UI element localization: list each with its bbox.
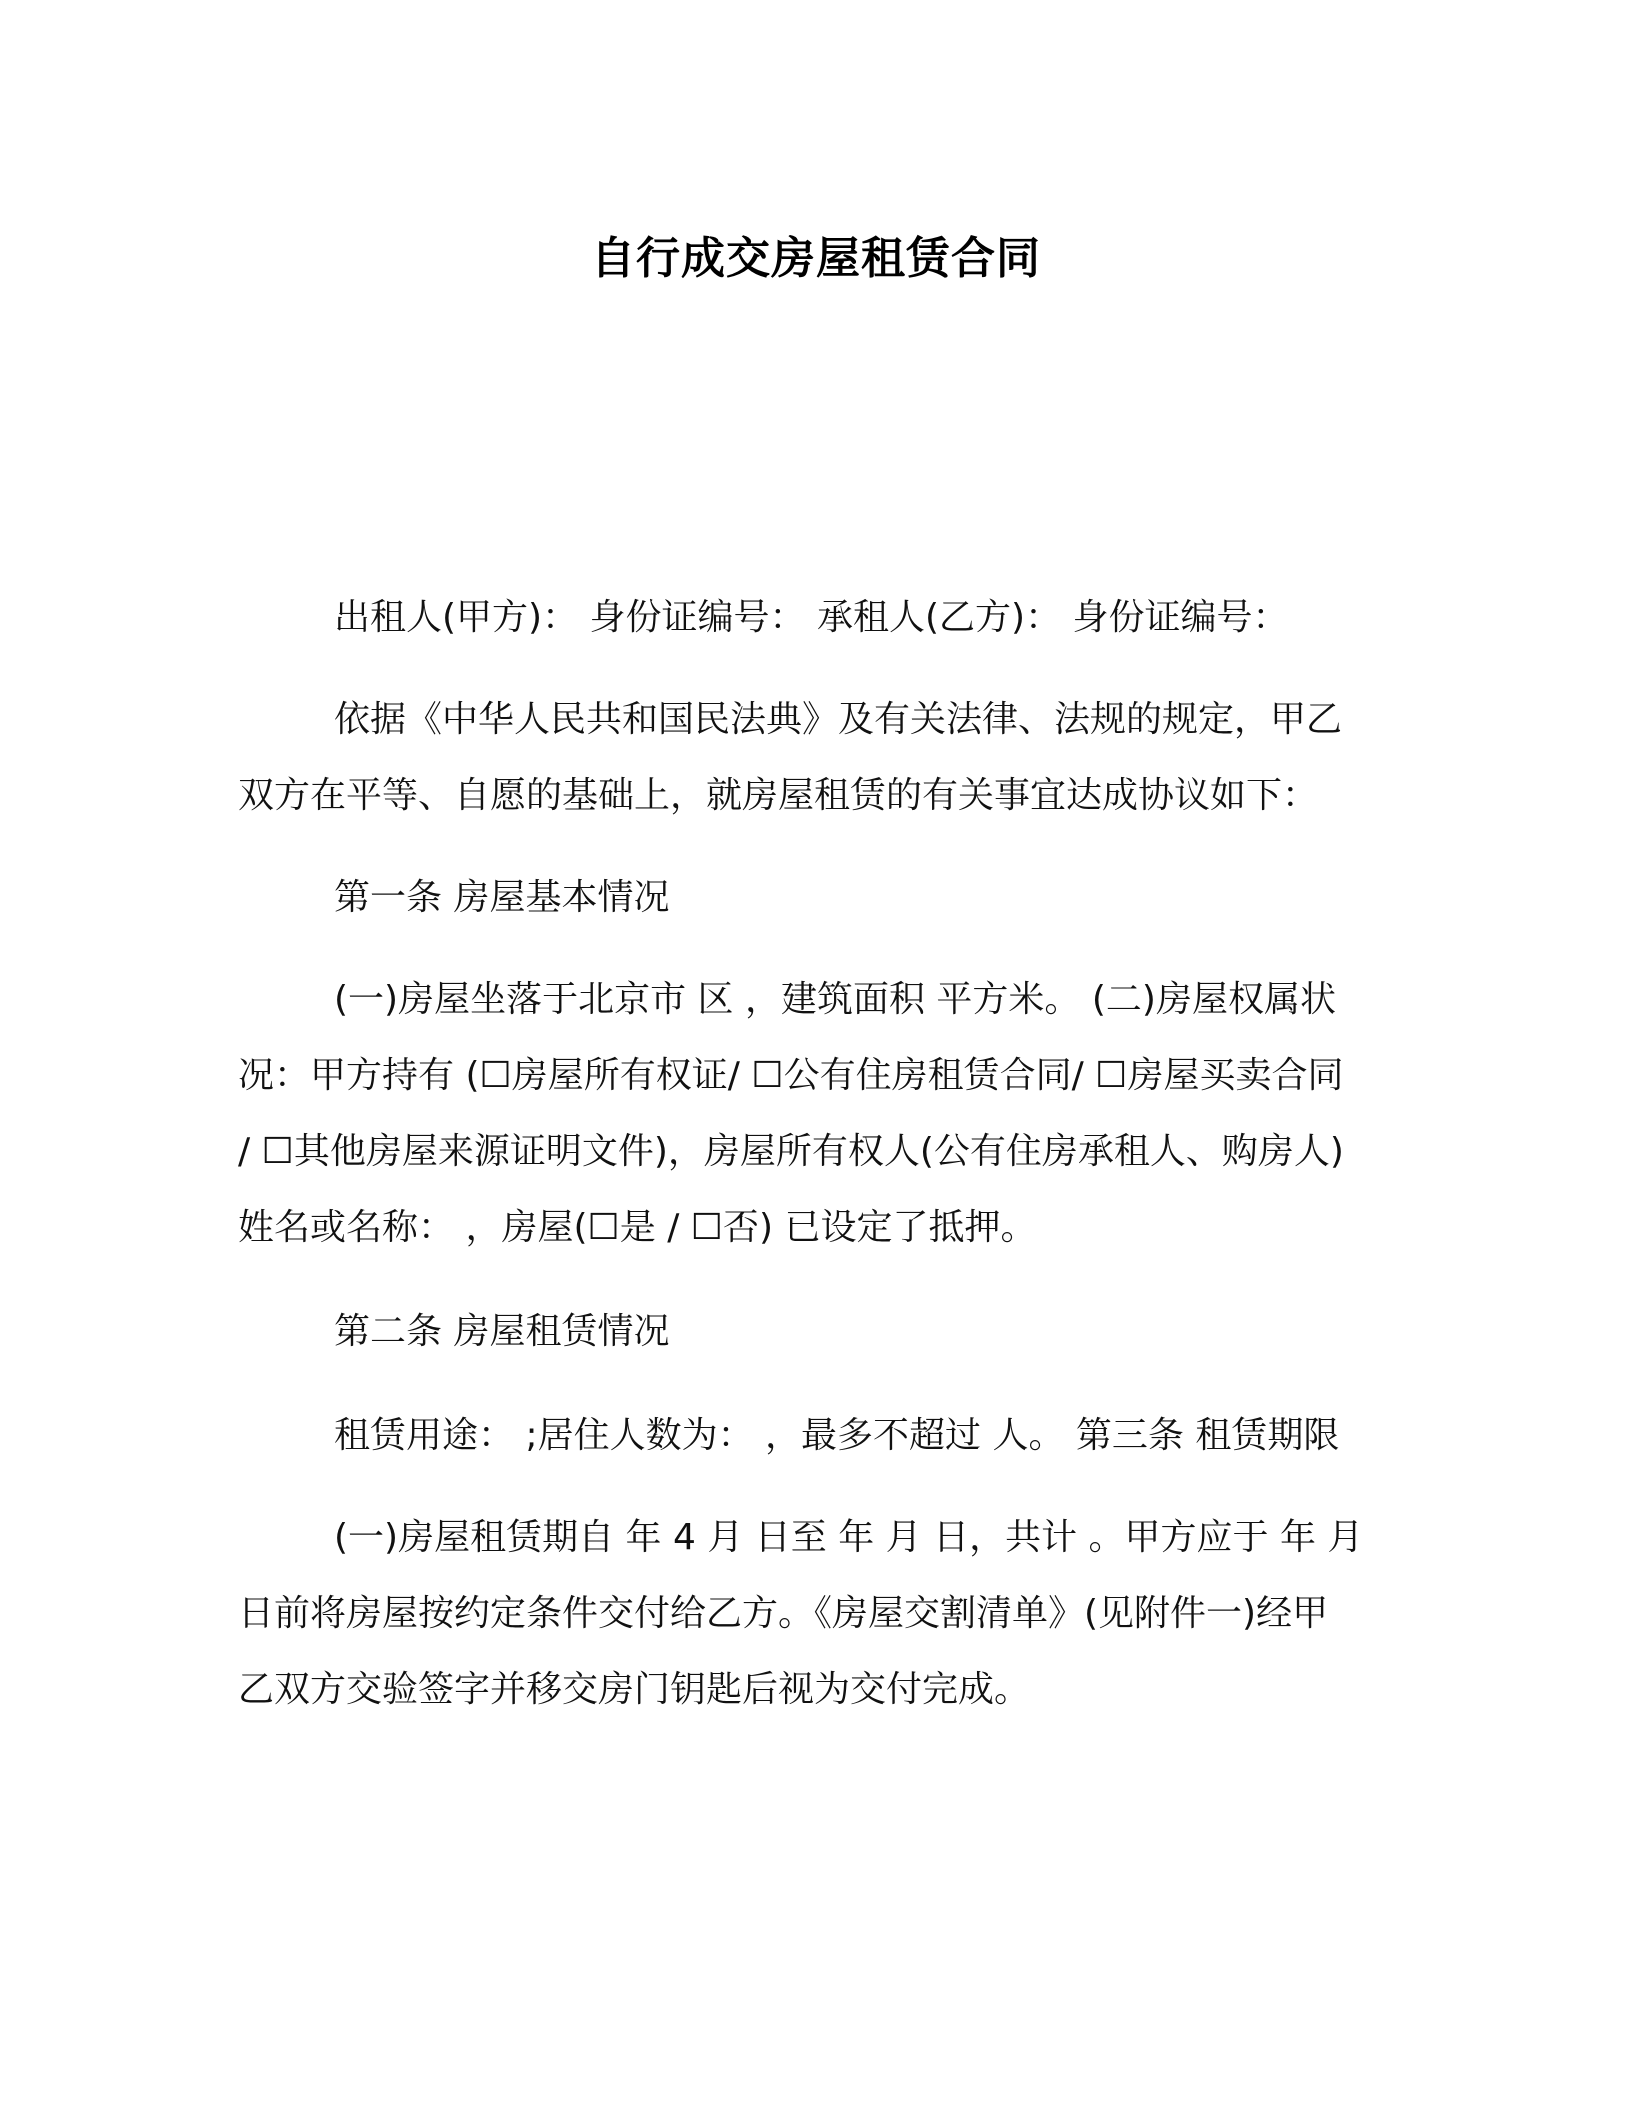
article-1-line-3: / ☐其他房屋来源证明文件)，房屋所有权人(公有住房承租人、购房人) [238,1131,1344,1172]
article-1-line-4: 姓名或名称： ，房屋(☐是 / ☐否) 已设定了抵押。 [238,1207,1037,1248]
article-1-heading: 第一条 房屋基本情况 [334,877,670,918]
preamble-line-1: 依据《中华人民共和国民法典》及有关法律、法规的规定，甲乙 [334,699,1343,740]
article-1-line-1: (一)房屋坐落于北京市 区 ，建筑面积 平方米。 (二)房屋权属状 [334,979,1336,1020]
article-3-line-1: (一)房屋租赁期自 年 4 月 日至 年 月 日，共计 。甲方应于 年 月 [334,1517,1364,1558]
article-3-line-3: 乙双方交验签字并移交房门钥匙后视为交付完成。 [238,1669,1031,1710]
article-3-line-2: 日前将房屋按约定条件交付给乙方。《房屋交割清单》(见附件一)经甲 [238,1593,1329,1634]
article-1-line-2: 况：甲方持有 (☐房屋所有权证/ ☐公有住房租赁合同/ ☐房屋买卖合同 [238,1055,1344,1096]
article-2-heading: 第二条 房屋租赁情况 [334,1311,670,1352]
preamble-line-2: 双方在平等、自愿的基础上，就房屋租赁的有关事宜达成协议如下： [238,775,1319,816]
parties-line: 出租人(甲方)： 身份证编号： 承租人(乙方)： 身份证编号： [334,597,1289,638]
document-title: 自行成交房屋租赁合同 [591,233,1041,284]
article-2-line-1: 租赁用途： ;居住人数为： ，最多不超过 人。 第三条 租赁期限 [334,1415,1340,1456]
